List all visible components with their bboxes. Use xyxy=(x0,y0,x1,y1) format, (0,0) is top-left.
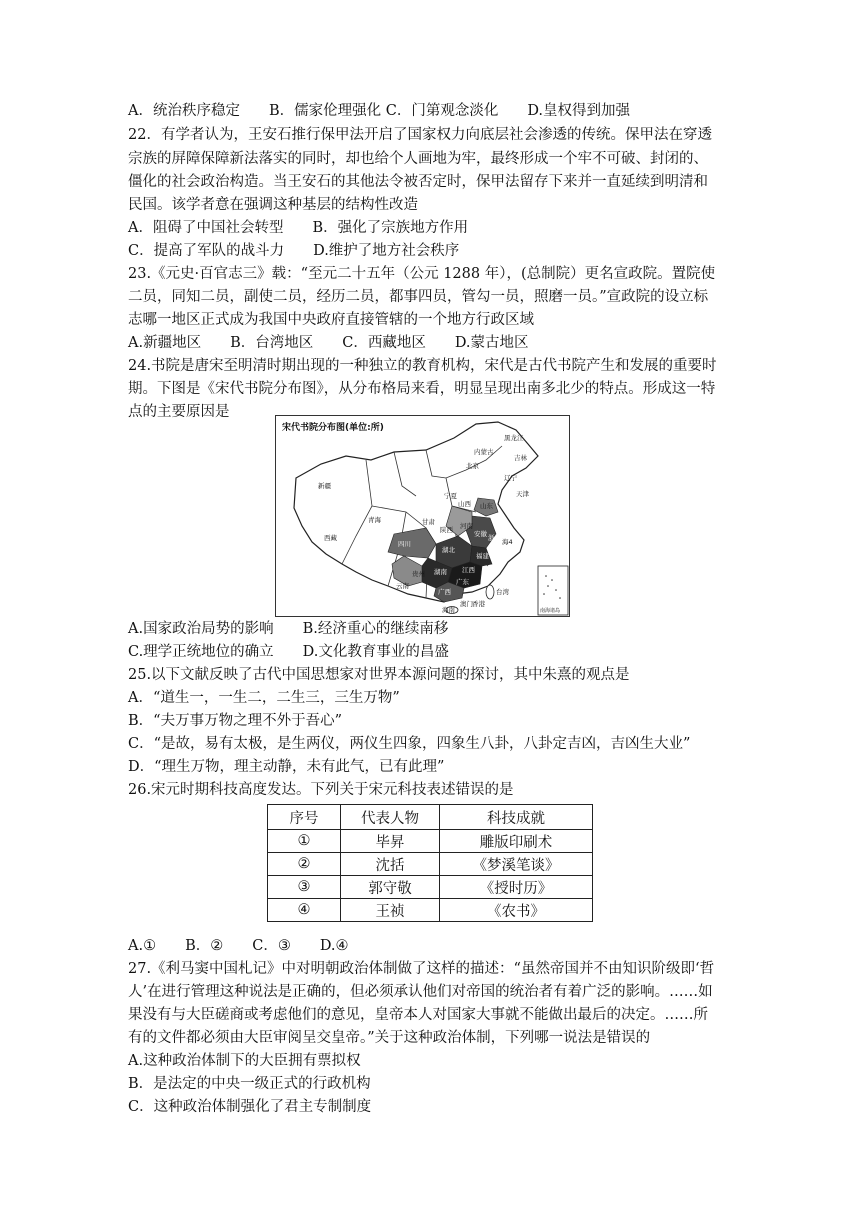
table-cell: 《梦溪笔谈》 xyxy=(440,853,593,876)
map-label: 湖北 xyxy=(442,546,455,554)
map-label: 香港 xyxy=(472,600,485,608)
q26-options: A.① B．② C．③ D.④ xyxy=(128,938,349,954)
table-cell: ② xyxy=(268,853,341,876)
map-label: 四川 xyxy=(398,540,411,548)
map-label: 江西 xyxy=(462,566,475,574)
q22-stem-line: 僵化的社会政治构造。当王安石的其他法令被否定时，保甲法留存下来并一直延续到明清和 xyxy=(128,174,708,190)
map-label: 吉林 xyxy=(514,454,527,462)
table-cell: ③ xyxy=(268,876,341,899)
q27-option-b: B．是法定的中央一级正式的行政机构 xyxy=(128,1076,371,1092)
q24-stem-line: 点的主要原因是 xyxy=(128,404,230,420)
table-cell: 沈括 xyxy=(341,853,440,876)
map-label: 辽宁 xyxy=(504,474,517,482)
map-label: 宁夏 xyxy=(444,492,457,500)
q27-stem-line: 人’在进行管理这种说法是正确的，但必须承认他们对帝国的统治者有着广泛的影响。……如 xyxy=(128,984,713,1000)
q26-table xyxy=(267,804,593,922)
map-label: 广东 xyxy=(456,578,469,586)
map-title: 宋代书院分布图(单位:所) xyxy=(282,423,384,433)
map-label: 云南 xyxy=(396,582,409,590)
q24-options-cd: C.理学正统地位的确立 D.文化教育事业的昌盛 xyxy=(128,644,449,660)
map-label: 海南 xyxy=(442,606,455,614)
map-label: 北京 xyxy=(466,462,479,470)
q27-option-c: C．这种政治体制强化了君主专制制度 xyxy=(128,1099,372,1115)
q23-stem-line: 23.《元史·百官志三》载：“至元二十五年（公元 1288 年），(总制院）更名宣政院。置院使 xyxy=(128,266,716,282)
table-cell: 《农书》 xyxy=(440,899,593,922)
q23-stem-line: 二员，同知二员，副使二员，经历二员，都事四员，管勾一员，照磨一员。”宣政院的设立标 xyxy=(128,289,709,305)
q22-options-cd: C．提高了军队的战斗力 D.维护了地方社会秩序 xyxy=(128,243,460,259)
map-label: 贵州 xyxy=(412,570,425,578)
table-cell: 郭守敬 xyxy=(341,876,440,899)
q25-option-c: C．“是故，易有太极，是生两仪，两仪生四象，四象生八卦，八卦定吉凶，吉凶生大业” xyxy=(128,736,691,752)
table-cell: 《授时历》 xyxy=(440,876,593,899)
q21-options: A．统治秩序稳定 B．儒家伦理强化 C．门第观念淡化 D.皇权得到加强 xyxy=(128,103,631,119)
map-label: 安徽 xyxy=(474,530,487,538)
map-label: 浙江 xyxy=(488,534,501,542)
q24-options-ab: A.国家政治局势的影响 B.经济重心的继续南移 xyxy=(128,621,449,637)
map-label: 天津 xyxy=(516,490,529,498)
q27-option-a: A.这种政治体制下的大臣拥有票拟权 xyxy=(128,1053,361,1069)
map-label: 内蒙古 xyxy=(474,448,494,456)
table-header: 科技成就 xyxy=(440,805,593,830)
q25-stem: 25.以下文献反映了古代中国思想家对世界本源问题的探讨，其中朱熹的观点是 xyxy=(128,667,630,683)
song-academy-map xyxy=(275,415,570,617)
table-cell: ① xyxy=(268,830,341,853)
map-label: 西藏 xyxy=(324,534,337,542)
map-label: 陕西 xyxy=(440,526,453,534)
q25-option-a: A．“道生一，一生二，二生三，三生万物” xyxy=(128,690,400,706)
map-label: 青海 xyxy=(368,516,381,524)
table-header-row xyxy=(268,805,593,830)
q22-stem-line: 宗族的屏障保障新法落实的同时，却也给个人画地为牢，最终形成一个牢不可破、封闭的、 xyxy=(128,151,708,167)
q22-stem-line: 民国。该学者意在强调这种基层的结构性改造 xyxy=(128,197,418,213)
map-label: 山西 xyxy=(458,500,471,508)
map-label: 河南 xyxy=(460,522,473,530)
map-label: 新疆 xyxy=(318,482,331,490)
map-label: 澳门 xyxy=(460,600,473,608)
table-cell: 毕昇 xyxy=(341,830,440,853)
map-label: 黑龙江 xyxy=(504,434,524,442)
map-inset-label: 南海诸岛 xyxy=(540,608,561,614)
map-label: 山东 xyxy=(480,502,493,510)
table-cell: 雕版印刷术 xyxy=(440,830,593,853)
q22-options-ab: A．阻碍了中国社会转型 B．强化了宗族地方作用 xyxy=(128,220,469,236)
table-row xyxy=(268,899,593,922)
map-label: 福建 xyxy=(476,552,489,560)
q25-option-b: B．“夫万事万物之理不外于吾心” xyxy=(128,713,342,729)
table-cell: ④ xyxy=(268,899,341,922)
table-cell: 王祯 xyxy=(341,899,440,922)
q24-stem-line: 24.书院是唐宋至明清时期出现的一种独立的教育机构，宋代是古代书院产生和发展的重要时 xyxy=(128,358,717,374)
table-row xyxy=(268,830,593,853)
q22-stem-line: 22．有学者认为，王安石推行保甲法开启了国家权力向底层社会渗透的传统。保甲法在穿透 xyxy=(128,127,712,143)
table-row xyxy=(268,876,593,899)
table-header: 序号 xyxy=(268,805,341,830)
q23-stem-line: 志哪一地区正式成为我国中央政府直接管辖的一个地方行政区域 xyxy=(128,312,534,328)
map-label: 台湾 xyxy=(496,588,509,596)
q23-options: A.新疆地区 B．台湾地区 C．西藏地区 D.蒙古地区 xyxy=(128,335,529,351)
q27-stem-line: 27.《利马窦中国札记》中对明朝政治体制做了这样的描述：“虽然帝国并不由知识阶级即‘哲 xyxy=(128,961,715,977)
map-label: 甘肃 xyxy=(422,518,435,526)
map-label: 广西 xyxy=(438,588,451,596)
q27-stem-line: 有的文件都必须由大臣审阅呈交皇帝。”关于这种政治体制，下列哪一说法是错误的 xyxy=(128,1030,651,1046)
table-row xyxy=(268,853,593,876)
map-label: 海4 xyxy=(502,538,513,546)
q27-stem-line: 果没有与大臣磋商或考虑他们的意见，皇帝本人对国家大事就不能做出最后的决定。……所 xyxy=(128,1007,708,1023)
q25-option-d: D．“理生万物，理主动静，未有此气，已有此理” xyxy=(128,759,445,775)
q24-stem-line: 期。下图是《宋代书院分布图》，从分布格局来看，明显呈现出南多北少的特点。形成这一特 xyxy=(128,381,716,397)
map-label: 湖南 xyxy=(434,568,447,576)
table-header: 代表人物 xyxy=(341,805,440,830)
q26-stem: 26.宋元时期科技高度发达。下列关于宋元科技表述错误的是 xyxy=(128,782,514,798)
